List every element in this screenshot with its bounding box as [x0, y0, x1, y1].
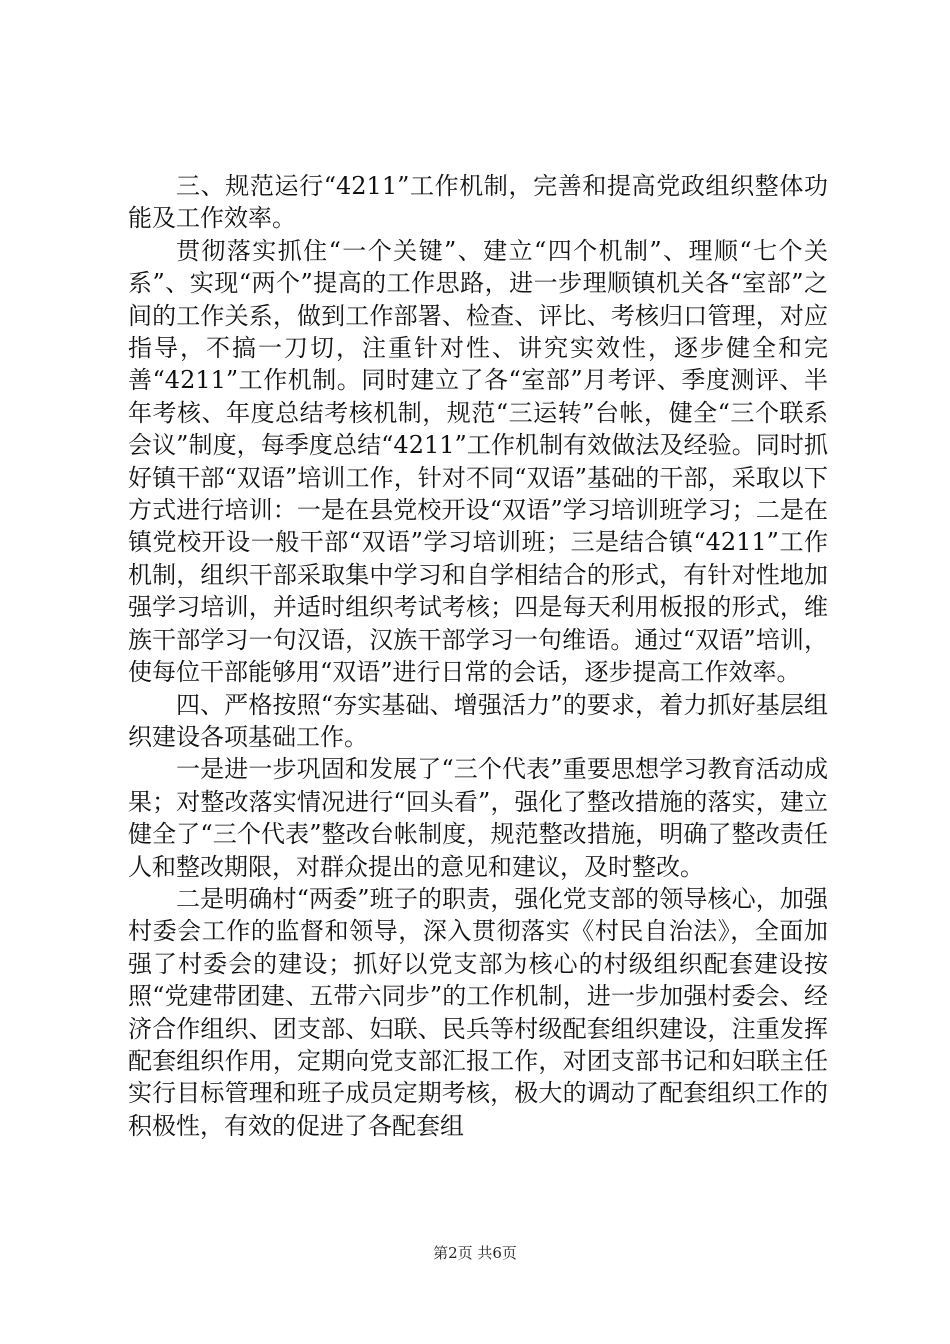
body-paragraph: 贯彻落实抓住“一个关键”、建立“四个机制”、理顺“七个关系”、实现“两个”提高的工作思路，进一步理顺镇机关各“室部”之间的工作关系，做到工作部署、检查、评比、考核归口管理，对应指导，不搞一刀切，注重针对性、讲究实效性，逐步健全和完善“4211”工作机制。同时建立了各“室部”月考评、季度测评、半年考核、年度总结考核机制，规范“三运转”台帐，健全“三个联系会议”制度，每季度总结“4211”工作机制有效做法及经验。同时抓好镇干部“双语”培训工作，针对不同“双语”基础的干部，采取以下方式进行培训：一是在县党校开设“双语”学习培训班学习；二是在镇党校开设一般干部“双语”学习培训班；三是结合镇“4211”工作机制，组织干部采取集中学习和自学相结合的形式，有针对性地加强学习培训，并适时组织考试考核；四是每天利用板报的形式，维族干部学习一句汉语，汉族干部学习一句维语。通过“双语”培训，使每位干部能够用“双语”进行日常的会话，逐步提高工作效率。 [128, 236, 828, 687]
body-paragraph: 二是明确村“两委”班子的职责，强化党支部的领导核心，加强村委会工作的监督和领导，深入贯彻落实《村民自治法》，全面加强了村委会的建设；抓好以党支部为核心的村级组织配套建设按照“党建带团建、五带六同步”的工作机制，进一步加强村委会、经济合作组织、团支部、妇联、民兵等村级配套组织建设，注重发挥配套组织作用，定期向党支部汇报工作，对团支部书记和妇联主任实行目标管理和班子成员定期考核，极大的调动了配套组织工作的积极性，有效的促进了各配套组 [128, 884, 828, 1140]
page-footer: 第2页 共6页 [433, 1244, 517, 1262]
section-heading-3: 三、规范运行“4211”工作机制，完善和提高党政组织整体功能及工作效率。 [128, 172, 828, 233]
document-body [128, 170, 828, 1142]
section-heading-4: 四、严格按照“夯实基础、增强活力”的要求，着力抓好基层组织建设各项基础工作。 [128, 690, 828, 751]
body-paragraph: 一是进一步巩固和发展了“三个代表”重要思想学习教育活动成果；对整改落实情况进行“回头看”，强化了整改措施的落实，建立健全了“三个代表”整改台帐制度，规范整改措施，明确了整改责任人和整改期限，对群众提出的意见和建议，及时整改。 [128, 755, 828, 881]
